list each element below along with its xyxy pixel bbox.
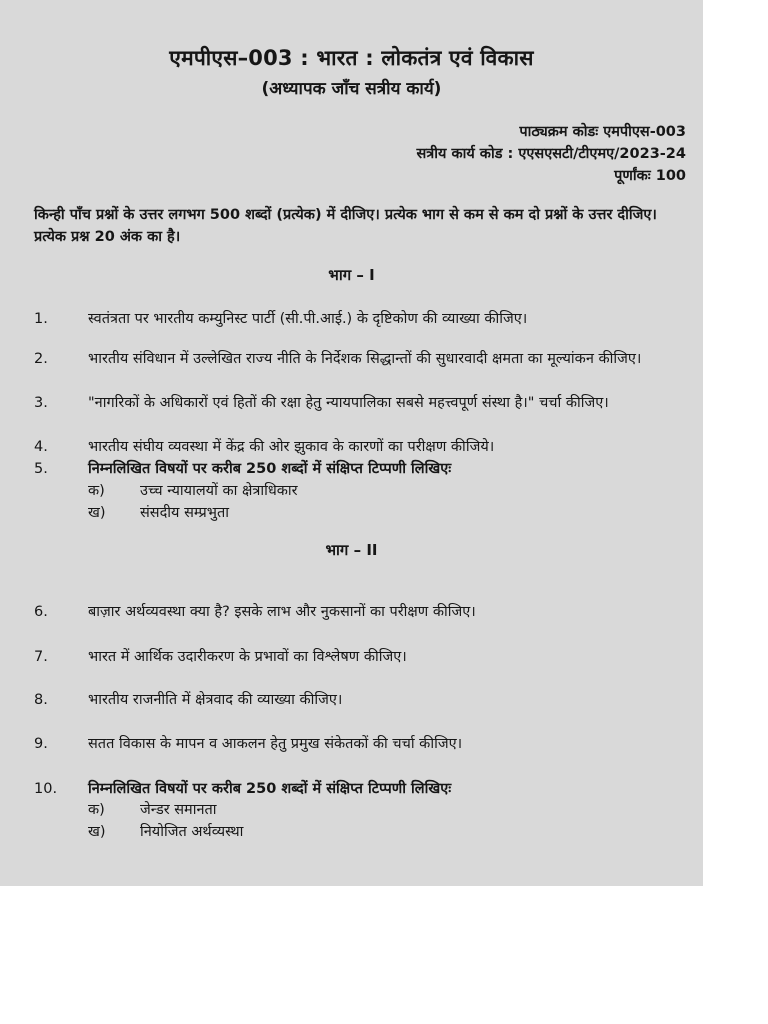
question-text: बाज़ार अर्थव्यवस्था क्या है? इसके लाभ और नुकसानों का परीक्षण कीजिए। bbox=[88, 604, 476, 620]
question-text: निम्नलिखित विषयों पर करीब 250 शब्दों में संक्षिप्त टिप्पणी लिखिएः bbox=[88, 781, 452, 797]
question-text: सतत विकास के मापन व आकलन हेतु प्रमुख संकेतकों की चर्चा कीजिए। bbox=[88, 736, 463, 752]
subitem-1a bbox=[88, 480, 298, 502]
subitem-text: जेन्डर समानता bbox=[140, 802, 217, 818]
instructions: किन्ही पाँच प्रश्नों के उत्तर लगभग 500 शब्दों (प्रत्येक) में दीजिए। प्रत्येक भाग से कम से कम दो प्रश्नों के उत्तर दीजिए। प्रत्येक प्रश्न 20 अंक का है। bbox=[34, 207, 657, 245]
question-9 bbox=[34, 733, 688, 755]
question-7 bbox=[34, 646, 688, 668]
question-number: 9. bbox=[34, 736, 48, 752]
subitem-2b bbox=[88, 821, 243, 843]
question-text: भारतीय राजनीति में क्षेत्रवाद की व्याख्या कीजिए। bbox=[88, 692, 343, 708]
course-code: पाठ्यक्रम कोडः एमपीएस-003 bbox=[519, 124, 686, 140]
part-1-heading: भाग – I bbox=[328, 266, 375, 284]
question-1 bbox=[34, 308, 688, 330]
question-number: 3. bbox=[34, 395, 48, 411]
subitem-2a bbox=[88, 799, 217, 821]
assignment-code: सत्रीय कार्य कोड : एएसएसटी/टीएमए/2023-24 bbox=[416, 146, 686, 162]
subitem-text: संसदीय सम्प्रभुता bbox=[140, 505, 229, 521]
question-3 bbox=[34, 392, 688, 414]
question-2 bbox=[34, 348, 688, 370]
question-number: 6. bbox=[34, 604, 48, 620]
max-marks: पूर्णांकः 100 bbox=[614, 168, 686, 184]
subitem-label: क) bbox=[88, 802, 105, 818]
question-number: 1. bbox=[34, 311, 48, 327]
question-6 bbox=[34, 601, 688, 623]
question-number: 2. bbox=[34, 351, 48, 367]
subitem-text: उच्च न्यायालयों का क्षेत्राधिकार bbox=[140, 483, 298, 499]
question-text: भारतीय संविधान में उल्लेखित राज्य नीति के निर्देशक सिद्धान्तों की सुधारवादी क्षमता का मूल्यांकन कीजिए। bbox=[88, 351, 642, 367]
part-2-heading: भाग – II bbox=[325, 541, 378, 559]
document-meta bbox=[416, 121, 686, 187]
subitem-label: क) bbox=[88, 483, 105, 499]
question-number: 7. bbox=[34, 649, 48, 665]
subitem-label: ख) bbox=[88, 824, 106, 840]
question-4 bbox=[34, 436, 688, 458]
document-title: एमपीएस–003 : भारत : लोकतंत्र एवं विकास bbox=[169, 46, 534, 70]
question-number: 4. bbox=[34, 439, 48, 455]
question-5 bbox=[34, 458, 688, 480]
question-number: 8. bbox=[34, 692, 48, 708]
question-text: भारत में आर्थिक उदारीकरण के प्रभावों का विश्लेषण कीजिए। bbox=[88, 649, 407, 665]
question-8 bbox=[34, 689, 688, 711]
subitem-1b bbox=[88, 502, 229, 524]
subitem-label: ख) bbox=[88, 505, 106, 521]
question-text: भारतीय संघीय व्यवस्था में केंद्र की ओर झुकाव के कारणों का परीक्षण कीजिये। bbox=[88, 439, 495, 455]
question-10 bbox=[34, 778, 688, 800]
question-text: "नागरिकों के अधिकारों एवं हितों की रक्षा हेतु न्यायपालिका सबसे महत्त्वपूर्ण संस्था है।" चर्चा कीजिए। bbox=[88, 395, 609, 411]
subitem-text: नियोजित अर्थव्यस्था bbox=[140, 824, 244, 840]
question-text: निम्नलिखित विषयों पर करीब 250 शब्दों में संक्षिप्त टिप्पणी लिखिएः bbox=[88, 461, 452, 477]
question-text: स्वतंत्रता पर भारतीय कम्युनिस्ट पार्टी (सी.पी.आई.) के दृष्टिकोण की व्याख्या कीजिए। bbox=[88, 311, 528, 327]
question-number: 5. bbox=[34, 461, 48, 477]
question-number: 10. bbox=[34, 781, 58, 797]
document-subtitle: (अध्यापक जाँच सत्रीय कार्य) bbox=[261, 79, 442, 99]
